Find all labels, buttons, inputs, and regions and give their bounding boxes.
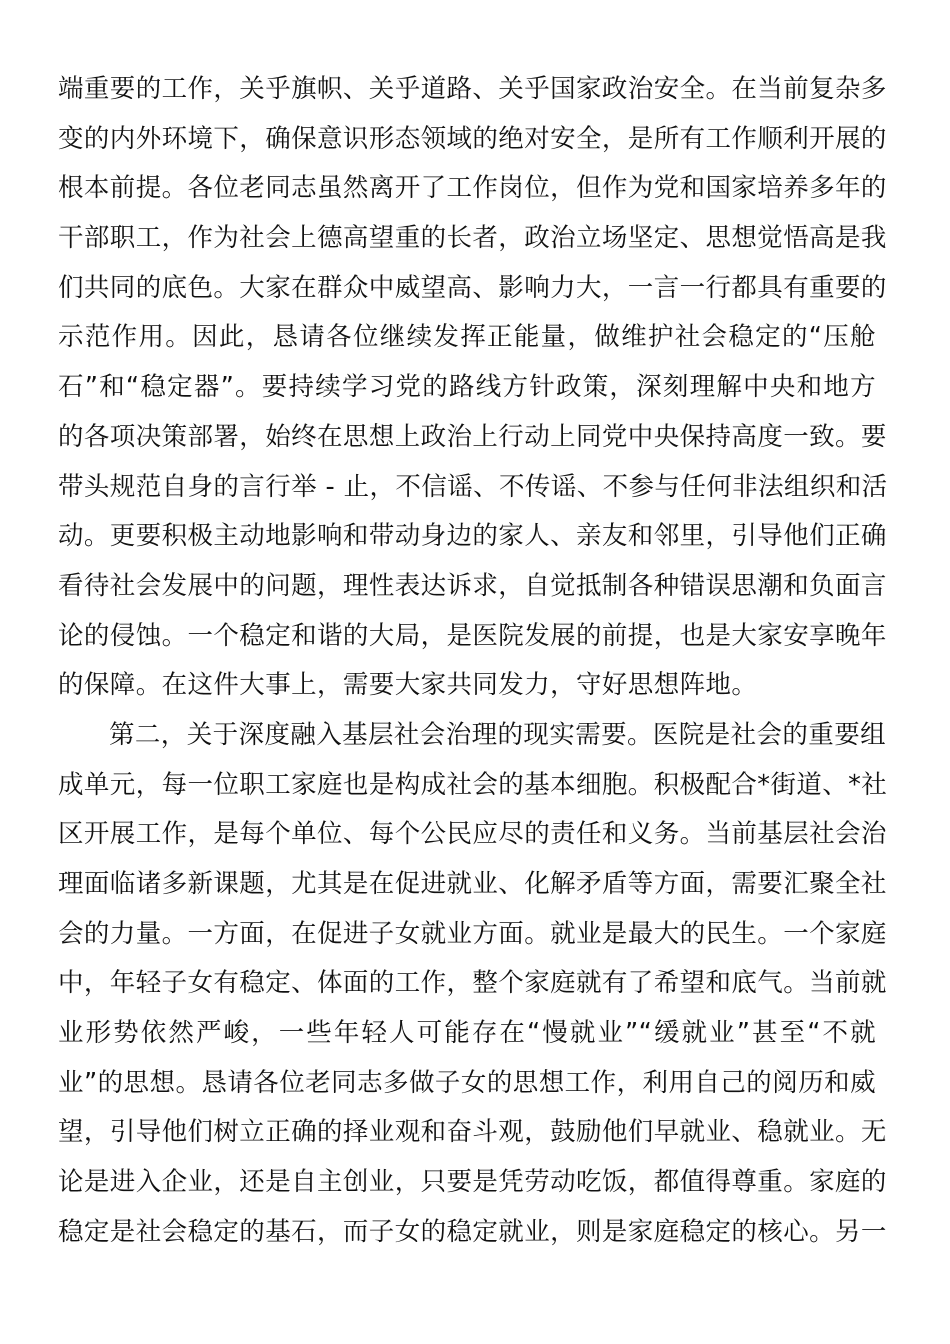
text-line: 稳定是社会稳定的基石，而子女的稳定就业，则是家庭稳定的核心。另一 <box>58 1216 887 1247</box>
text-line: 的各项决策部署，始终在思想上政治上行动上同党中央保持高度一致。要 <box>58 421 887 452</box>
text-line: 根本前提。各位老同志虽然离开了工作岗位，但作为党和国家培养多年的 <box>58 173 887 204</box>
paragraph-start-line: 第二，关于深度融入基层社会治理的现实需要。医院是社会的重要组 <box>109 719 887 750</box>
paragraph-end-line: 的保障。在这件大事上，需要大家共同发力，守好思想阵地。 <box>58 670 758 701</box>
text-line: 业形势依然严峻，一些年轻人可能存在“慢就业”“缓就业”甚至“不就 <box>58 1018 876 1049</box>
text-line: 望，引导他们树立正确的择业观和奋斗观，鼓励他们早就业、稳就业。无 <box>58 1117 887 1148</box>
text-line: 动。更要积极主动地影响和带动身边的家人、亲友和邻里，引导他们正确 <box>58 521 887 552</box>
text-line: 看待社会发展中的问题，理性表达诉求，自觉抵制各种错误思潮和负面言 <box>58 570 887 601</box>
text-line: 理面临诸多新课题，尤其是在促进就业、化解矛盾等方面，需要汇聚全社 <box>58 869 887 899</box>
text-line: 变的内外环境下，确保意识形态领域的绝对安全，是所有工作顺利开展的 <box>58 123 887 154</box>
text-line: 论的侵蚀。一个稳定和谐的大局，是医院发展的前提，也是大家安享晚年 <box>58 620 887 651</box>
body-text <box>58 65 888 1258</box>
text-line: 示范作用。因此，恳请各位继续发挥正能量，做维护社会稳定的“压舱 <box>58 322 876 353</box>
text-line: 区开展工作，是每个单位、每个公民应尽的责任和义务。当前基层社会治 <box>58 819 887 850</box>
text-line: 业”的思想。恳请各位老同志多做子女的思想工作，利用自己的阅历和威 <box>58 1067 876 1098</box>
text-line: 石”和“稳定器”。要持续学习党的路线方针政策，深刻理解中央和地方 <box>58 372 876 403</box>
text-line: 带头规范自身的言行举 - 止，不信谣、不传谣、不参与任何非法组织和活 <box>58 471 888 502</box>
text-line: 端重要的工作，关乎旗帜、关乎道路、关乎国家政治安全。在当前复杂多 <box>58 74 887 104</box>
text-line: 中，年轻子女有稳定、体面的工作，整个家庭就有了希望和底气。当前就 <box>58 968 887 999</box>
text-line: 论是进入企业，还是自主创业，只要是凭劳动吃饭，都值得尊重。家庭的 <box>58 1167 887 1198</box>
text-line: 会的力量。一方面，在促进子女就业方面。就业是最大的民生。一个家庭 <box>58 918 887 949</box>
text-line: 们共同的底色。大家在群众中威望高、影响力大，一言一行都具有重要的 <box>58 272 887 303</box>
text-line: 成单元，每一位职工家庭也是构成社会的基本细胞。积极配合*街道、*社 <box>58 769 888 800</box>
text-line: 干部职工，作为社会上德高望重的长者，政治立场坚定、思想觉悟高是我 <box>58 223 887 254</box>
